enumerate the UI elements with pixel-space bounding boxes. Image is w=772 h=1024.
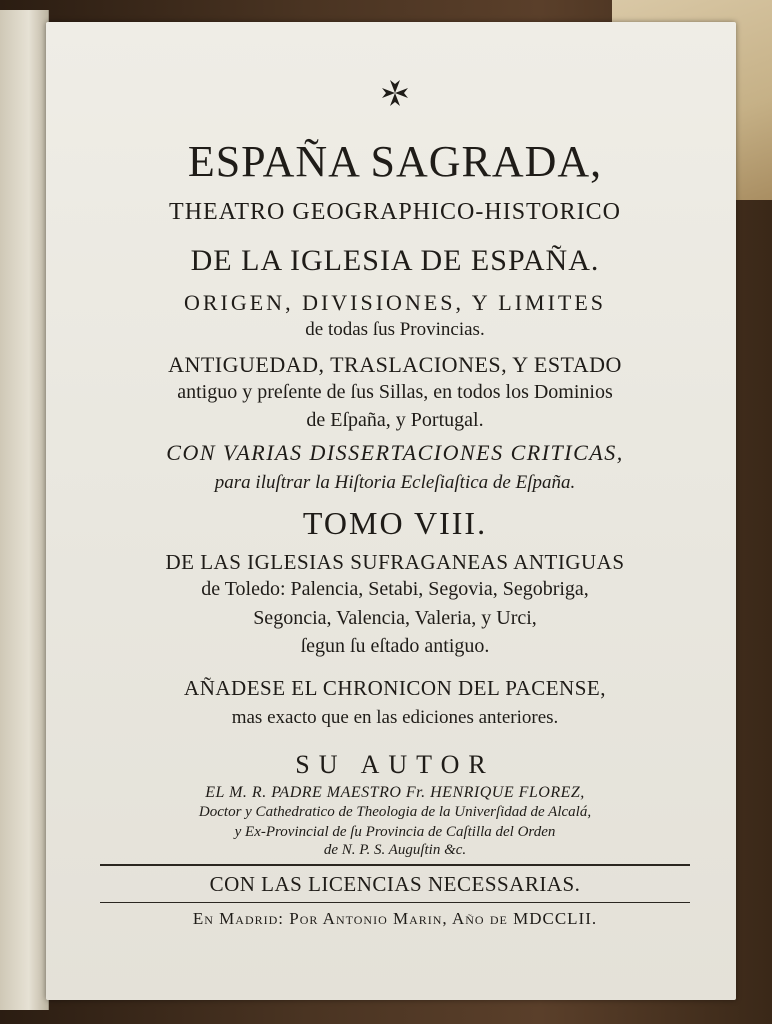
title-page-content <box>100 22 690 1000</box>
line-origen: ORIGEN, DIVISIONES, Y LIMITES <box>183 290 607 315</box>
subtitle-iglesia: DE LA IGLESIA DE ESPAÑA. <box>190 244 600 277</box>
line-antiguo: antiguo y preſente de ſus Sillas, en todos los Dominios <box>177 381 613 403</box>
left-page-edge <box>0 10 49 1010</box>
line-antiguedad: ANTIGUEDAD, TRASLACIONES, Y ESTADO <box>168 352 622 377</box>
line-espana-portugal: de Eſpaña, y Portugal. <box>306 409 484 431</box>
tomo-number: TOMO VIII. <box>302 505 488 541</box>
author-line-4: de N. P. S. Auguſtin &c. <box>323 842 467 858</box>
title-page <box>46 22 736 1000</box>
licencias: CON LAS LICENCIAS NECESSARIAS. <box>209 872 581 896</box>
rule-top <box>100 864 690 866</box>
author-line-2: Doctor y Cathedratico de Theologia de la Univerſidad de Alcalá, <box>198 804 592 820</box>
line-segun: ſegun ſu eſtado antiguo. <box>300 635 490 657</box>
line-ilustrar: para iluſtrar la Hiſtoria Ecleſiaſtica de Eſpaña. <box>214 472 576 493</box>
su-autor: SU AUTOR <box>295 750 495 779</box>
line-varias-dissertaciones: CON VARIAS DISSERTACIONES CRITICAS, <box>166 440 624 465</box>
author-line-3: y Ex-Provincial de ſu Provincia de Caſtilla del Orden <box>234 824 556 840</box>
line-segoncia: Segoncia, Valencia, Valeria, y Urci, <box>253 607 537 629</box>
author-line-1: EL M. R. PADRE MAESTRO Fr. HENRIQUE FLOREZ, <box>205 784 585 801</box>
subtitle-theatro: THEATRO GEOGRAPHICO-HISTORICO <box>169 199 621 225</box>
rule-bottom <box>100 902 690 903</box>
line-provincias: de todas ſus Provincias. <box>305 319 485 340</box>
line-toledo: de Toledo: Palencia, Setabi, Segovia, Segobriga, <box>201 578 589 600</box>
maltese-cross-icon <box>380 78 410 108</box>
line-mas-exacto: mas exacto que en las ediciones anteriores. <box>231 707 559 728</box>
line-iglesias-sufraganeas: DE LAS IGLESIAS SUFRAGANEAS ANTIGUAS <box>165 550 625 574</box>
book-title: ESPAÑA SAGRADA, <box>187 137 603 186</box>
line-anadese: AÑADESE EL CHRONICON DEL PACENSE, <box>184 676 606 700</box>
imprint: En Madrid: Por Antonio Marin, Año de MDCCLII. <box>192 909 598 928</box>
